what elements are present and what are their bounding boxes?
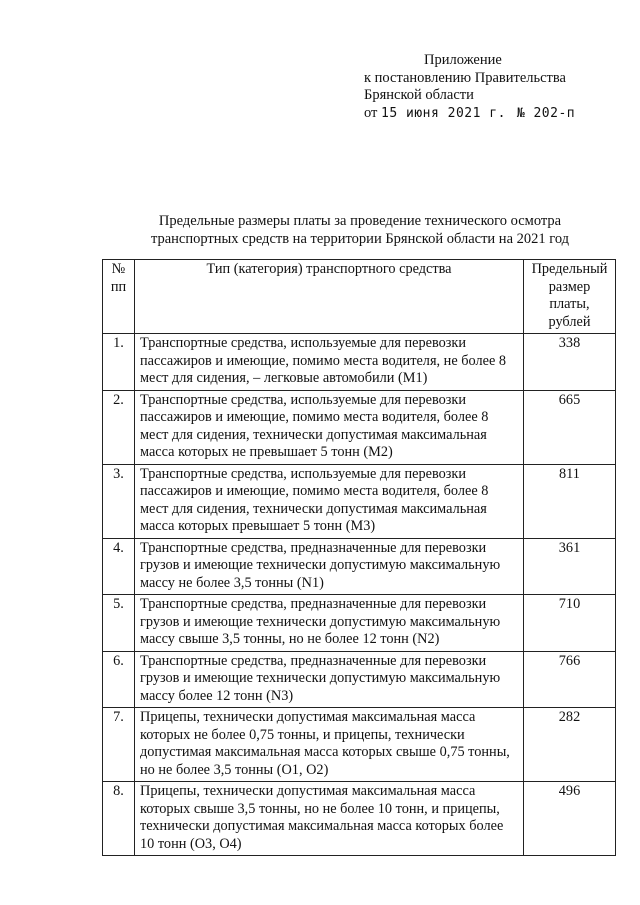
row-number: 4.	[103, 538, 135, 595]
row-number: 8.	[103, 782, 135, 856]
table-row	[103, 464, 616, 538]
table-row	[103, 334, 616, 391]
row-number: 6.	[103, 651, 135, 708]
row-vehicle-type: Транспортные средства, предназначенные для перевозки грузов и имеющие технически допустимую максимальную массу свыше 3,5 тонны, но не более 12 тонн (N2)	[135, 595, 524, 652]
document-title-line-2: транспортных средств на территории Брянской области на 2021 год	[150, 231, 570, 247]
appendix-date-line	[364, 105, 575, 123]
table-row	[103, 538, 616, 595]
table-row	[103, 595, 616, 652]
row-vehicle-type: Транспортные средства, используемые для перевозки пассажиров и имеющие, помимо места водителя, более 8 мест для сидения, технически допустимая максимальная масса которых не превышает 5 тонн (M2)	[135, 390, 524, 464]
table-row	[103, 390, 616, 464]
appendix-header	[364, 52, 575, 122]
table-row	[103, 708, 616, 782]
row-max-fee: 338	[524, 334, 616, 391]
row-vehicle-type: Транспортные средства, используемые для перевозки пассажиров и имеющие, помимо места водителя, не более 8 мест для сидения, – легковые автомобили (M1)	[135, 334, 524, 391]
row-max-fee: 361	[524, 538, 616, 595]
row-number: 1.	[103, 334, 135, 391]
row-vehicle-type: Прицепы, технически допустимая максимальная масса которых не более 0,75 тонны, и прицепы, технически допустимая максимальная масса которых свыше 0,75 тонны, но не более 3,5 тонны (O1, O2)	[135, 708, 524, 782]
appendix-prefix: от	[364, 104, 378, 121]
fees-table	[102, 259, 616, 856]
row-max-fee: 282	[524, 708, 616, 782]
document-title	[100, 212, 620, 248]
row-number: 5.	[103, 595, 135, 652]
appendix-line-1: к постановлению Правительства	[364, 69, 566, 86]
row-number: 3.	[103, 464, 135, 538]
header-num	[103, 260, 135, 334]
row-vehicle-type: Транспортные средства, предназначенные для перевозки грузов и имеющие технически допустимую максимальную массу более 12 тонн (N3)	[135, 651, 524, 708]
header-type: Тип (категория) транспортного средства	[135, 260, 524, 334]
row-max-fee: 496	[524, 782, 616, 856]
header-num-line-1: №	[111, 261, 126, 277]
appendix-number: № 202-п	[516, 105, 576, 121]
header-price: Предельный размер платы, рублей	[524, 260, 616, 334]
row-max-fee: 665	[524, 390, 616, 464]
appendix-date: 15 июня 2021 г.	[381, 105, 506, 121]
row-number: 2.	[103, 390, 135, 464]
row-vehicle-type: Транспортные средства, предназначенные для перевозки грузов и имеющие технически допустимую максимальную массу не более 3,5 тонны (N1)	[135, 538, 524, 595]
appendix-line-2: Брянской области	[364, 87, 474, 103]
row-max-fee: 766	[524, 651, 616, 708]
appendix-title: Приложение	[424, 52, 502, 68]
document-title-line-1: Предельные размеры платы за проведение технического осмотра	[158, 213, 562, 229]
row-max-fee: 811	[524, 464, 616, 538]
table-header-row	[103, 260, 616, 334]
row-vehicle-type: Транспортные средства, используемые для перевозки пассажиров и имеющие, помимо места водителя, более 8 мест для сидения, технически допустимая максимальная масса которых превышает 5 тонн (M3)	[135, 464, 524, 538]
row-vehicle-type: Прицепы, технически допустимая максимальная масса которых свыше 3,5 тонны, но не более 10 тонн, и прицепы, технически допустимая максимальная масса которых более 10 тонн (O3, O4)	[135, 782, 524, 856]
header-num-line-2: пп	[110, 278, 127, 295]
row-max-fee: 710	[524, 595, 616, 652]
table-row	[103, 782, 616, 856]
row-number: 7.	[103, 708, 135, 782]
table-row	[103, 651, 616, 708]
